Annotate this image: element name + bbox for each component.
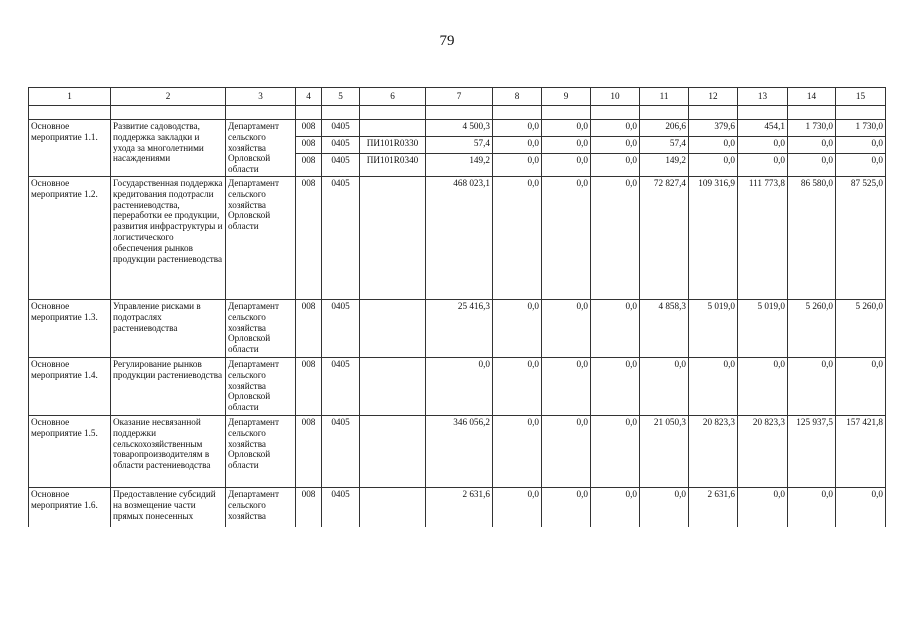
rz-pr-code: 0405 [322, 299, 360, 357]
amount-cell: 0,0 [591, 176, 640, 299]
responsible-executor: Департамент сельского хозяйства Орловской области [226, 415, 296, 487]
column-number: 8 [493, 88, 542, 106]
event-description: Государственная поддержка кредитования подотрасли растениеводства, переработки ее продукции, развития инфраструктуры и логистического обеспечения рынков продукции растениеводства [111, 176, 226, 299]
amount-cell: 0,0 [836, 154, 886, 177]
amount-cell: 149,2 [426, 154, 493, 177]
amount-cell: 5 019,0 [689, 299, 738, 357]
amount-cell: 0,0 [591, 487, 640, 527]
column-number: 14 [788, 88, 836, 106]
amount-cell: 0,0 [542, 154, 591, 177]
gr-code: 008 [296, 120, 322, 137]
amount-cell: 5 260,0 [788, 299, 836, 357]
amount-cell: 0,0 [689, 154, 738, 177]
event-name: Основное мероприятие 1.6. [29, 487, 111, 527]
amount-cell: 0,0 [591, 120, 640, 137]
amount-cell: 0,0 [542, 487, 591, 527]
amount-cell: 57,4 [426, 137, 493, 154]
amount-cell: 1 730,0 [788, 120, 836, 137]
table-row [29, 357, 886, 415]
amount-cell: 0,0 [591, 415, 640, 487]
header-row [29, 88, 886, 106]
amount-cell: 468 023,1 [426, 176, 493, 299]
table-row [29, 120, 886, 137]
amount-cell: 0,0 [493, 120, 542, 137]
amount-cell: 379,6 [689, 120, 738, 137]
spacer-row [29, 106, 886, 120]
gr-code: 008 [296, 137, 322, 154]
gr-code: 008 [296, 176, 322, 299]
amount-cell: 0,0 [493, 154, 542, 177]
table-row [29, 487, 886, 527]
amount-cell: 0,0 [493, 357, 542, 415]
amount-cell: 0,0 [493, 299, 542, 357]
amount-cell: 4 858,3 [640, 299, 689, 357]
column-number: 6 [360, 88, 426, 106]
column-number: 10 [591, 88, 640, 106]
amount-cell: 0,0 [788, 137, 836, 154]
rz-pr-code: 0405 [322, 154, 360, 177]
amount-cell: 0,0 [542, 299, 591, 357]
gr-code: 008 [296, 357, 322, 415]
amount-cell: 0,0 [591, 299, 640, 357]
amount-cell: 0,0 [493, 137, 542, 154]
cs-code [360, 487, 426, 527]
rz-pr-code: 0405 [322, 137, 360, 154]
amount-cell: 57,4 [640, 137, 689, 154]
event-name: Основное мероприятие 1.1. [29, 120, 111, 177]
amount-cell: 0,0 [689, 357, 738, 415]
amount-cell: 20 823,3 [689, 415, 738, 487]
gr-code: 008 [296, 299, 322, 357]
amount-cell: 0,0 [738, 357, 788, 415]
column-number: 13 [738, 88, 788, 106]
amount-cell: 0,0 [738, 154, 788, 177]
responsible-executor: Департамент сельского хозяйства [226, 487, 296, 527]
table-row [29, 415, 886, 487]
cs-code: ПИ101R0330 [360, 137, 426, 154]
rz-pr-code: 0405 [322, 487, 360, 527]
amount-cell: 2 631,6 [426, 487, 493, 527]
event-description: Оказание несвязанной поддержки сельскохозяйственным товаропроизводителям в области растениеводства [111, 415, 226, 487]
amount-cell: 0,0 [738, 137, 788, 154]
event-name: Основное мероприятие 1.5. [29, 415, 111, 487]
amount-cell: 0,0 [591, 357, 640, 415]
event-name: Основное мероприятие 1.3. [29, 299, 111, 357]
amount-cell: 0,0 [836, 487, 886, 527]
amount-cell: 0,0 [640, 357, 689, 415]
amount-cell: 0,0 [788, 487, 836, 527]
column-number: 15 [836, 88, 886, 106]
event-description: Управление рисками в подотраслях растениеводства [111, 299, 226, 357]
responsible-executor: Департамент сельского хозяйства Орловской области [226, 357, 296, 415]
rz-pr-code: 0405 [322, 120, 360, 137]
amount-cell: 0,0 [493, 415, 542, 487]
rz-pr-code: 0405 [322, 176, 360, 299]
amount-cell: 0,0 [542, 415, 591, 487]
amount-cell: 2 631,6 [689, 487, 738, 527]
amount-cell: 25 416,3 [426, 299, 493, 357]
amount-cell: 4 500,3 [426, 120, 493, 137]
amount-cell: 0,0 [788, 357, 836, 415]
amount-cell: 0,0 [542, 137, 591, 154]
cs-code [360, 415, 426, 487]
table-row [29, 176, 886, 299]
amount-cell: 0,0 [689, 137, 738, 154]
amount-cell: 0,0 [591, 154, 640, 177]
budget-table [28, 87, 886, 527]
amount-cell: 0,0 [591, 137, 640, 154]
responsible-executor: Департамент сельского хозяйства Орловской области [226, 176, 296, 299]
column-number: 2 [111, 88, 226, 106]
amount-cell: 20 823,3 [738, 415, 788, 487]
amount-cell: 0,0 [788, 154, 836, 177]
amount-cell: 5 260,0 [836, 299, 886, 357]
column-number: 3 [226, 88, 296, 106]
amount-cell: 1 730,0 [836, 120, 886, 137]
amount-cell: 0,0 [542, 357, 591, 415]
event-description: Развитие садоводства, поддержка закладки и ухода за многолетними насаждениями [111, 120, 226, 177]
rz-pr-code: 0405 [322, 357, 360, 415]
cs-code [360, 357, 426, 415]
amount-cell: 0,0 [426, 357, 493, 415]
amount-cell: 149,2 [640, 154, 689, 177]
amount-cell: 0,0 [493, 176, 542, 299]
gr-code: 008 [296, 154, 322, 177]
amount-cell: 87 525,0 [836, 176, 886, 299]
column-number: 7 [426, 88, 493, 106]
event-description: Регулирование рынков продукции растениеводства [111, 357, 226, 415]
amount-cell: 0,0 [542, 120, 591, 137]
amount-cell: 86 580,0 [788, 176, 836, 299]
amount-cell: 157 421,8 [836, 415, 886, 487]
amount-cell: 206,6 [640, 120, 689, 137]
table-row [29, 299, 886, 357]
amount-cell: 111 773,8 [738, 176, 788, 299]
amount-cell: 0,0 [542, 176, 591, 299]
amount-cell: 0,0 [493, 487, 542, 527]
cs-code [360, 299, 426, 357]
cs-code [360, 120, 426, 137]
column-number: 11 [640, 88, 689, 106]
amount-cell: 0,0 [836, 357, 886, 415]
cs-code: ПИ101R0340 [360, 154, 426, 177]
gr-code: 008 [296, 415, 322, 487]
amount-cell: 72 827,4 [640, 176, 689, 299]
event-name: Основное мероприятие 1.4. [29, 357, 111, 415]
amount-cell: 21 050,3 [640, 415, 689, 487]
column-number: 12 [689, 88, 738, 106]
gr-code: 008 [296, 487, 322, 527]
amount-cell: 125 937,5 [788, 415, 836, 487]
event-description: Предоставление субсидий на возмещение части прямых понесенных [111, 487, 226, 527]
column-number: 4 [296, 88, 322, 106]
rz-pr-code: 0405 [322, 415, 360, 487]
page-number: 79 [439, 33, 455, 49]
column-number: 5 [322, 88, 360, 106]
amount-cell: 0,0 [640, 487, 689, 527]
event-name: Основное мероприятие 1.2. [29, 176, 111, 299]
amount-cell: 0,0 [836, 137, 886, 154]
amount-cell: 5 019,0 [738, 299, 788, 357]
amount-cell: 109 316,9 [689, 176, 738, 299]
amount-cell: 454,1 [738, 120, 788, 137]
amount-cell: 346 056,2 [426, 415, 493, 487]
responsible-executor: Департамент сельского хозяйства Орловской области [226, 299, 296, 357]
column-number: 9 [542, 88, 591, 106]
amount-cell: 0,0 [738, 487, 788, 527]
responsible-executor: Департамент сельского хозяйства Орловской области [226, 120, 296, 177]
cs-code [360, 176, 426, 299]
column-number: 1 [29, 88, 111, 106]
